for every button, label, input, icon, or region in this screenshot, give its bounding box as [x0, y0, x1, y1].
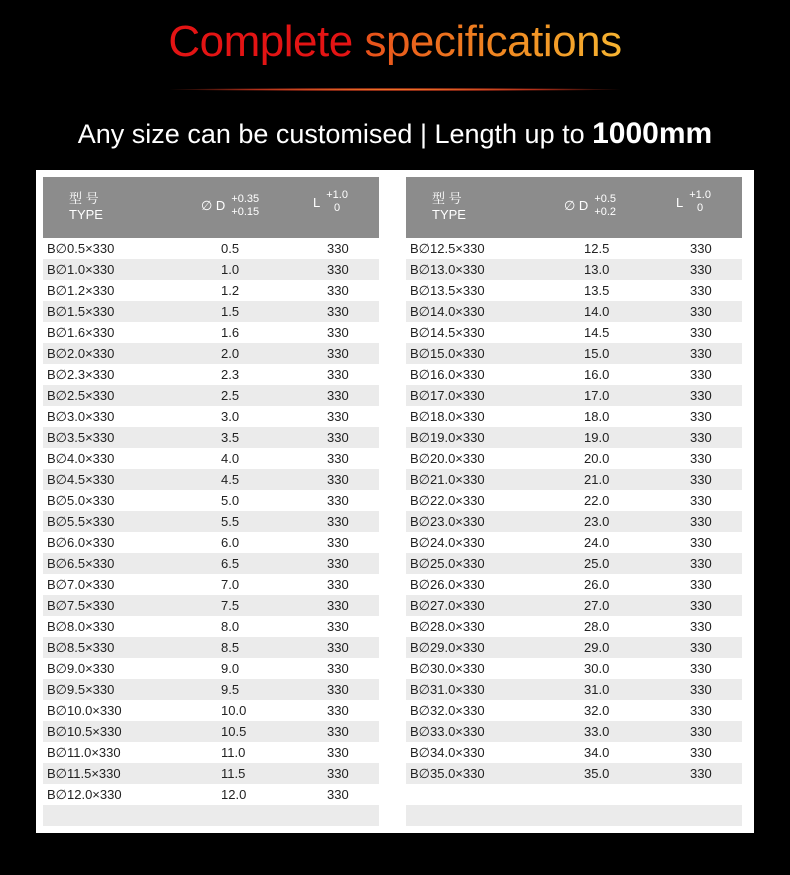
cell-diameter: 13.5: [584, 283, 610, 298]
cell-diameter: 15.0: [584, 346, 610, 361]
table-row: [43, 637, 379, 658]
cell-diameter: 24.0: [584, 535, 610, 550]
cell-diameter: 26.0: [584, 577, 610, 592]
cell-length: 330: [327, 514, 349, 529]
table-row: [406, 322, 742, 343]
cell-type: B∅2.5×330: [47, 388, 115, 403]
cell-length: 330: [327, 745, 349, 760]
cell-diameter: 31.0: [584, 682, 610, 697]
cell-length: 330: [327, 619, 349, 634]
page-title: [0, 14, 790, 70]
cell-type: B∅33.0×330: [410, 724, 485, 739]
header-type-en: TYPE: [69, 207, 103, 222]
cell-length: 330: [327, 724, 349, 739]
table-row: [43, 742, 379, 763]
cell-length: 330: [690, 493, 712, 508]
cell-diameter: 13.0: [584, 262, 610, 277]
cell-diameter: 33.0: [584, 724, 610, 739]
table-row: [43, 658, 379, 679]
table-row: [406, 721, 742, 742]
cell-type: B∅35.0×330: [410, 766, 485, 781]
cell-type: B∅23.0×330: [410, 514, 485, 529]
table-row: [406, 490, 742, 511]
table-row: [43, 469, 379, 490]
cell-type: B∅20.0×330: [410, 451, 485, 466]
cell-type: B∅7.5×330: [47, 598, 115, 613]
cell-diameter: 0.5: [221, 241, 240, 256]
table-row: [43, 490, 379, 511]
cell-type: B∅4.0×330: [47, 451, 115, 466]
cell-length: 330: [690, 745, 712, 760]
table-row: [406, 637, 742, 658]
table-row: [406, 658, 742, 679]
table-row: [406, 469, 742, 490]
cell-length: 330: [327, 703, 349, 718]
cell-diameter: 30.0: [584, 661, 610, 676]
cell-type: B∅22.0×330: [410, 493, 485, 508]
table-row: [43, 784, 379, 805]
table-body: [43, 238, 379, 805]
cell-length: 330: [327, 367, 349, 382]
cell-diameter: 2.3: [221, 367, 240, 382]
table-row: [43, 238, 379, 259]
table-row: [406, 532, 742, 553]
cell-type: B∅31.0×330: [410, 682, 485, 697]
cell-type: B∅1.2×330: [47, 283, 115, 298]
cell-diameter: 11.0: [221, 745, 246, 760]
cell-length: 330: [690, 682, 712, 697]
diameter-tol-lower: +0.15: [231, 206, 260, 218]
cell-diameter: 12.0: [221, 787, 247, 802]
cell-type: B∅2.3×330: [47, 367, 115, 382]
cell-length: 330: [327, 409, 349, 424]
cell-length: 330: [327, 325, 349, 340]
diameter-tolerance: [594, 193, 616, 219]
cell-type: B∅5.0×330: [47, 493, 115, 508]
cell-type: B∅24.0×330: [410, 535, 485, 550]
cell-length: 330: [690, 283, 712, 298]
table-row: [406, 742, 742, 763]
cell-type: B∅7.0×330: [47, 577, 115, 592]
cell-type: B∅11.5×330: [47, 766, 121, 781]
header-diameter: [564, 193, 616, 219]
cell-length: 330: [690, 619, 712, 634]
diameter-tol-lower: +0.2: [594, 206, 617, 218]
cell-type: B∅10.5×330: [47, 724, 122, 739]
cell-length: 330: [327, 346, 349, 361]
cell-diameter: 4.5: [221, 472, 240, 487]
cell-length: 330: [327, 535, 349, 550]
table-row: [406, 700, 742, 721]
cell-type: B∅3.5×330: [47, 430, 115, 445]
cell-length: 330: [327, 577, 349, 592]
subtitle-text: Any size can be customised | Length up to: [77, 119, 585, 149]
cell-diameter: 10.0: [221, 703, 247, 718]
cell-type: B∅26.0×330: [410, 577, 485, 592]
cell-type: B∅10.0×330: [47, 703, 122, 718]
cell-diameter: 6.0: [221, 535, 240, 550]
cell-type: B∅29.0×330: [410, 640, 485, 655]
cell-length: 330: [690, 367, 712, 382]
header-length: [313, 189, 348, 215]
header-type-cn: 型 号: [69, 191, 99, 206]
table-header: [406, 177, 742, 238]
cell-type: B∅15.0×330: [410, 346, 485, 361]
cell-length: 330: [327, 388, 349, 403]
cell-type: B∅9.0×330: [47, 661, 115, 676]
cell-diameter: 1.5: [221, 304, 240, 319]
table-row: [43, 595, 379, 616]
cell-type: B∅8.5×330: [47, 640, 115, 655]
cell-type: B∅14.0×330: [410, 304, 485, 319]
table-row: [43, 385, 379, 406]
table-row: [406, 595, 742, 616]
cell-length: 330: [327, 430, 349, 445]
cell-length: 330: [327, 598, 349, 613]
length-symbol: L: [676, 194, 684, 210]
cell-diameter: 14.5: [584, 325, 610, 340]
table-row: [406, 343, 742, 364]
table-row: [43, 364, 379, 385]
cell-diameter: 8.0: [221, 619, 240, 634]
cell-length: 330: [690, 262, 712, 277]
cell-diameter: 1.0: [221, 262, 240, 277]
cell-diameter: 12.5: [584, 241, 610, 256]
header-diameter: [201, 193, 259, 219]
table-row: [43, 301, 379, 322]
cell-type: B∅1.0×330: [47, 262, 115, 277]
cell-length: 330: [327, 241, 349, 256]
cell-type: B∅6.0×330: [47, 535, 115, 550]
table-row: [43, 616, 379, 637]
table-row: [406, 553, 742, 574]
table-row: [43, 721, 379, 742]
cell-length: 330: [327, 682, 349, 697]
cell-diameter: 34.0: [584, 745, 610, 760]
spec-table-left: [43, 177, 379, 805]
cell-length: 330: [690, 766, 712, 781]
cell-type: B∅11.0×330: [47, 745, 121, 760]
table-row: [43, 322, 379, 343]
cell-diameter: 35.0: [584, 766, 610, 781]
cell-type: B∅30.0×330: [410, 661, 485, 676]
table-body: [406, 238, 742, 784]
header-type-en: TYPE: [432, 207, 466, 222]
cell-diameter: 3.0: [221, 409, 240, 424]
header-type-cn: 型 号: [432, 191, 462, 206]
table-footer-stripe-right: [406, 784, 742, 826]
cell-length: 330: [690, 661, 712, 676]
title-glow-divider: [170, 88, 620, 91]
cell-type: B∅21.0×330: [410, 472, 485, 487]
cell-length: 330: [690, 640, 712, 655]
length-tol-lower: 0: [334, 202, 341, 214]
table-row: [43, 679, 379, 700]
cell-diameter: 25.0: [584, 556, 610, 571]
header-type: [69, 191, 103, 223]
cell-length: 330: [327, 262, 349, 277]
table-row: [43, 763, 379, 784]
cell-diameter: 20.0: [584, 451, 610, 466]
cell-length: 330: [327, 493, 349, 508]
cell-length: 330: [690, 535, 712, 550]
cell-length: 330: [690, 556, 712, 571]
cell-diameter: 3.5: [221, 430, 240, 445]
table-row: [43, 343, 379, 364]
cell-type: B∅9.5×330: [47, 682, 115, 697]
table-row: [406, 364, 742, 385]
length-tol-lower: 0: [697, 202, 704, 214]
table-row: [406, 616, 742, 637]
cell-type: B∅6.5×330: [47, 556, 115, 571]
cell-type: B∅28.0×330: [410, 619, 485, 634]
cell-diameter: 29.0: [584, 640, 610, 655]
diameter-tolerance: [231, 193, 259, 219]
cell-diameter: 17.0: [584, 388, 610, 403]
cell-type: B∅12.5×330: [410, 241, 485, 256]
cell-type: B∅12.0×330: [47, 787, 122, 802]
cell-length: 330: [327, 472, 349, 487]
cell-diameter: 18.0: [584, 409, 610, 424]
table-row: [43, 427, 379, 448]
table-row: [406, 280, 742, 301]
cell-length: 330: [690, 241, 712, 256]
length-tolerance: [326, 189, 348, 215]
cell-type: B∅3.0×330: [47, 409, 115, 424]
title-part-1: Complete: [168, 17, 353, 66]
table-row: [43, 406, 379, 427]
table-row: [406, 763, 742, 784]
page-subtitle: [0, 114, 790, 154]
cell-type: B∅32.0×330: [410, 703, 485, 718]
cell-type: B∅17.0×330: [410, 388, 485, 403]
cell-diameter: 28.0: [584, 619, 610, 634]
cell-length: 330: [690, 430, 712, 445]
cell-diameter: 8.5: [221, 640, 240, 655]
cell-diameter: 10.5: [221, 724, 247, 739]
cell-type: B∅4.5×330: [47, 472, 115, 487]
diameter-tol-upper: +0.5: [594, 193, 617, 205]
cell-type: B∅34.0×330: [410, 745, 485, 760]
cell-diameter: 9.0: [221, 661, 240, 676]
cell-type: B∅13.0×330: [410, 262, 485, 277]
table-row: [43, 700, 379, 721]
table-row: [43, 448, 379, 469]
cell-type: B∅5.5×330: [47, 514, 115, 529]
header-length: [676, 189, 711, 215]
table-row: [406, 406, 742, 427]
table-row: [43, 280, 379, 301]
cell-length: 330: [327, 556, 349, 571]
table-row: [43, 532, 379, 553]
subtitle-highlight: 1000mm: [592, 117, 713, 150]
cell-diameter: 22.0: [584, 493, 610, 508]
cell-length: 330: [690, 703, 712, 718]
cell-length: 330: [690, 577, 712, 592]
table-row: [406, 385, 742, 406]
cell-type: B∅18.0×330: [410, 409, 485, 424]
cell-type: B∅13.5×330: [410, 283, 485, 298]
cell-diameter: 7.0: [221, 577, 240, 592]
cell-length: 330: [690, 325, 712, 340]
cell-diameter: 11.5: [221, 766, 246, 781]
cell-length: 330: [690, 514, 712, 529]
table-row: [406, 238, 742, 259]
cell-type: B∅1.5×330: [47, 304, 115, 319]
cell-type: B∅8.0×330: [47, 619, 115, 634]
table-header: [43, 177, 379, 238]
cell-type: B∅16.0×330: [410, 367, 485, 382]
table-row: [406, 259, 742, 280]
table-row: [43, 574, 379, 595]
cell-length: 330: [327, 451, 349, 466]
table-row: [406, 448, 742, 469]
cell-length: 330: [690, 346, 712, 361]
cell-diameter: 9.5: [221, 682, 240, 697]
cell-type: B∅14.5×330: [410, 325, 485, 340]
cell-diameter: 16.0: [584, 367, 610, 382]
cell-diameter: 6.5: [221, 556, 240, 571]
cell-diameter: 14.0: [584, 304, 610, 319]
table-row: [406, 427, 742, 448]
cell-type: B∅0.5×330: [47, 241, 115, 256]
table-row: [406, 574, 742, 595]
cell-length: 330: [327, 787, 349, 802]
length-tol-upper: +1.0: [689, 189, 711, 201]
cell-length: 330: [327, 304, 349, 319]
cell-type: B∅2.0×330: [47, 346, 115, 361]
cell-type: B∅19.0×330: [410, 430, 485, 445]
cell-length: 330: [690, 724, 712, 739]
table-row: [43, 259, 379, 280]
cell-diameter: 32.0: [584, 703, 610, 718]
cell-length: 330: [327, 640, 349, 655]
cell-diameter: 21.0: [584, 472, 610, 487]
table-row: [406, 301, 742, 322]
cell-length: 330: [690, 409, 712, 424]
cell-diameter: 7.5: [221, 598, 240, 613]
cell-length: 330: [690, 598, 712, 613]
cell-diameter: 23.0: [584, 514, 610, 529]
cell-length: 330: [327, 766, 349, 781]
diameter-tol-upper: +0.35: [231, 193, 260, 205]
cell-diameter: 5.5: [221, 514, 240, 529]
cell-diameter: 19.0: [584, 430, 610, 445]
cell-diameter: 2.5: [221, 388, 240, 403]
cell-diameter: 27.0: [584, 598, 610, 613]
cell-length: 330: [327, 283, 349, 298]
cell-diameter: 1.2: [221, 283, 240, 298]
cell-type: B∅1.6×330: [47, 325, 115, 340]
cell-diameter: 4.0: [221, 451, 240, 466]
table-row: [406, 511, 742, 532]
cell-length: 330: [690, 451, 712, 466]
table-row: [43, 553, 379, 574]
diameter-symbol: ∅ D: [201, 198, 226, 213]
cell-length: 330: [690, 388, 712, 403]
cell-type: B∅25.0×330: [410, 556, 485, 571]
cell-length: 330: [690, 472, 712, 487]
spec-panel: [36, 170, 754, 833]
spec-table-right: [406, 177, 742, 784]
diameter-symbol: ∅ D: [564, 198, 589, 213]
cell-length: 330: [327, 661, 349, 676]
title-part-2: specifications: [364, 17, 622, 66]
cell-diameter: 2.0: [221, 346, 240, 361]
table-footer-stripe-left: [43, 805, 379, 826]
cell-length: 330: [690, 304, 712, 319]
cell-diameter: 1.6: [221, 325, 240, 340]
cell-diameter: 5.0: [221, 493, 240, 508]
header-type: [432, 191, 466, 223]
cell-type: B∅27.0×330: [410, 598, 485, 613]
table-row: [43, 511, 379, 532]
table-row: [406, 679, 742, 700]
length-tolerance: [689, 189, 711, 215]
length-symbol: L: [313, 194, 321, 210]
length-tol-upper: +1.0: [326, 189, 348, 201]
